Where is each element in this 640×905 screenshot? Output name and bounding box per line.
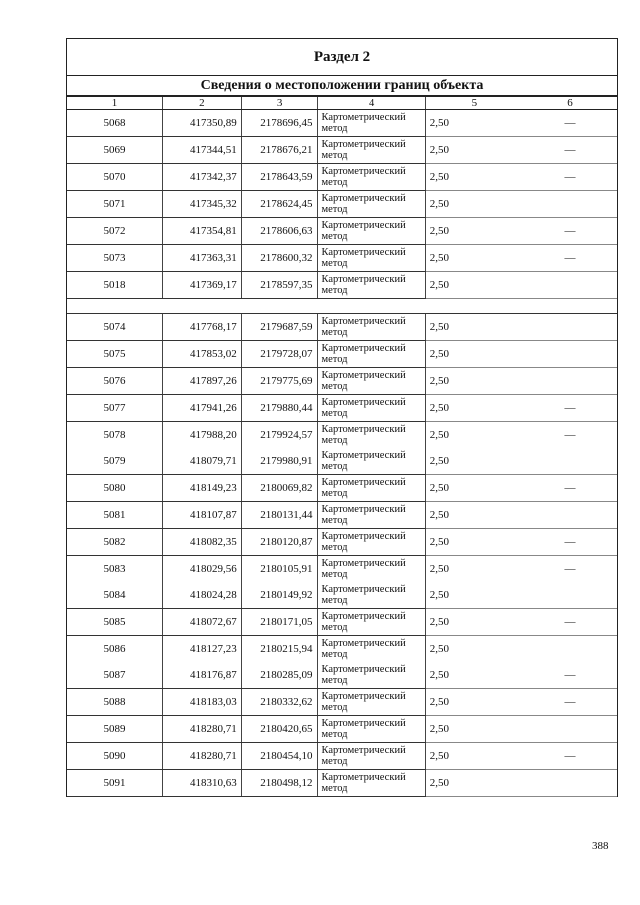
method-line1: Картометрический — [321, 504, 406, 515]
coordinate-x-cell: 418127,23 — [163, 636, 242, 663]
coordinate-x-cell: 417350,89 — [163, 110, 242, 137]
note-cell: — — [523, 475, 617, 502]
note-cell: — — [523, 395, 617, 422]
accuracy-cell: 2,50 — [425, 314, 523, 341]
gap-cell — [67, 299, 617, 314]
note-cell — [523, 582, 617, 609]
table-row — [67, 529, 617, 556]
method-line2: метод — [321, 569, 348, 580]
table-row — [67, 609, 617, 636]
method-line2: метод — [321, 702, 348, 713]
accuracy-cell: 2,50 — [425, 689, 523, 716]
point-number-cell: 5081 — [67, 502, 163, 529]
table-row — [67, 689, 617, 716]
accuracy-cell: 2,50 — [425, 448, 523, 475]
method-line2: метод — [321, 756, 348, 767]
method-line1: Картометрический — [321, 450, 406, 461]
coordinate-x-cell: 418183,03 — [163, 689, 242, 716]
coordinate-x-cell: 418310,63 — [163, 770, 242, 797]
column-header-4: 4 — [318, 97, 425, 110]
accuracy-cell: 2,50 — [425, 368, 523, 395]
coordinate-y-cell: 2179775,69 — [241, 368, 318, 395]
method-line1: Картометрический — [321, 424, 406, 435]
coordinate-x-cell: 418079,71 — [163, 448, 242, 475]
note-cell: — — [523, 164, 617, 191]
point-number-cell: 5073 — [67, 245, 163, 272]
note-cell: — — [523, 245, 617, 272]
method-cell — [318, 191, 425, 218]
note-cell: — — [523, 743, 617, 770]
coordinate-y-cell: 2178696,45 — [241, 110, 318, 137]
method-cell — [318, 556, 425, 583]
method-line1: Картометрический — [321, 611, 406, 622]
method-line1: Картометрический — [321, 220, 406, 231]
point-number-cell: 5077 — [67, 395, 163, 422]
coordinate-x-cell: 418280,71 — [163, 743, 242, 770]
coordinate-y-cell: 2180131,44 — [241, 502, 318, 529]
accuracy-cell: 2,50 — [429, 429, 450, 441]
coordinate-x-cell: 417345,32 — [163, 191, 242, 218]
method-cell — [318, 314, 425, 341]
method-cell — [318, 272, 425, 299]
method-line1: Картометрический — [321, 664, 406, 675]
note-cell — [523, 368, 617, 395]
section-title: Раздел 2 — [67, 39, 617, 76]
method-line2: метод — [321, 150, 348, 161]
coordinate-y-cell: 2180120,87 — [241, 529, 318, 556]
accuracy-cell: 2,50 — [425, 609, 523, 636]
method-cell — [318, 582, 425, 609]
column-header-1: 1 — [67, 97, 163, 110]
coordinate-x-cell: 417363,31 — [163, 245, 242, 272]
accuracy-cell: 2,50 — [425, 502, 523, 529]
accuracy-cell: 2,50 — [425, 137, 523, 164]
method-line2: метод — [321, 177, 348, 188]
method-cell — [318, 636, 425, 663]
accuracy-cell: 2,50 — [425, 110, 523, 137]
method-line2: метод — [321, 595, 348, 606]
accuracy-cell: 2,50 — [425, 218, 523, 245]
table-row — [67, 743, 617, 770]
accuracy-cell: 2,50 — [425, 582, 523, 609]
note-cell: — — [523, 110, 617, 137]
table-row — [67, 368, 617, 395]
note-cell: — — [523, 529, 617, 556]
coordinate-y-cell: 2179980,91 — [241, 448, 318, 475]
method-line1: Картометрический — [321, 558, 406, 569]
note-cell — [523, 502, 617, 529]
accuracy-cell: 2,50 — [425, 191, 523, 218]
table-row — [67, 110, 617, 137]
method-line1: Картометрический — [321, 397, 406, 408]
method-line1: Картометрический — [321, 316, 406, 327]
point-number-cell: 5078 — [67, 422, 163, 449]
coordinate-y-cell: 2180420,65 — [241, 716, 318, 743]
coordinate-y-cell: 2178606,63 — [241, 218, 318, 245]
column-header-2: 2 — [163, 97, 242, 110]
accuracy-cell: 2,50 — [425, 164, 523, 191]
method-line2: метод — [321, 354, 348, 365]
note-cell: — — [564, 429, 576, 441]
accuracy-cell: 2,50 — [425, 395, 523, 422]
coordinate-x-cell: 418024,28 — [163, 582, 242, 609]
method-line2: метод — [321, 542, 348, 553]
point-number-cell: 5075 — [67, 341, 163, 368]
method-line2: метод — [321, 123, 348, 134]
note-cell — [523, 716, 617, 743]
coordinate-y-cell: 2180105,91 — [241, 556, 318, 583]
point-number-cell: 5071 — [67, 191, 163, 218]
method-cell — [318, 245, 425, 272]
note-cell: — — [523, 137, 617, 164]
coordinate-x-cell: 417897,26 — [163, 368, 242, 395]
coordinate-y-cell: 2180171,05 — [241, 609, 318, 636]
coordinate-y-cell: 2178676,21 — [241, 137, 318, 164]
method-line2: метод — [321, 258, 348, 269]
note-cell — [523, 636, 617, 663]
method-line2: метод — [321, 408, 348, 419]
method-line1: Картометрический — [321, 638, 406, 649]
method-line1: Картометрический — [321, 718, 406, 729]
method-line2: метод — [321, 327, 348, 338]
accuracy-cell: 2,50 — [425, 770, 523, 797]
method-line1: Картометрический — [321, 247, 406, 258]
point-number-cell: 5089 — [67, 716, 163, 743]
method-line2: метод — [321, 435, 348, 446]
boundary-table — [67, 97, 617, 797]
point-number-cell: 5068 — [67, 110, 163, 137]
table-row — [67, 448, 617, 475]
accuracy-cell: 2,50 — [425, 662, 523, 689]
method-cell — [318, 368, 425, 395]
note-cell: — — [564, 563, 576, 575]
coordinate-x-cell: 417354,81 — [163, 218, 242, 245]
table-row — [67, 191, 617, 218]
table-gap-row — [67, 299, 617, 314]
accuracy-cell: 2,50 — [425, 529, 523, 556]
coordinate-x-cell: 417941,26 — [163, 395, 242, 422]
method-line2: метод — [321, 622, 348, 633]
point-number-cell: 5083 — [67, 556, 163, 583]
table-row — [67, 272, 617, 299]
coordinate-x-cell: 418280,71 — [163, 716, 242, 743]
table-row — [67, 475, 617, 502]
table-row — [67, 341, 617, 368]
page-number: 388 — [592, 840, 609, 852]
method-line1: Картометрический — [321, 745, 406, 756]
coordinate-x-cell: 418029,56 — [163, 556, 242, 583]
table-row — [67, 662, 617, 689]
method-line2: метод — [321, 461, 348, 472]
coordinate-y-cell: 2180149,92 — [241, 582, 318, 609]
method-cell — [318, 110, 425, 137]
coordinate-x-cell: 418149,23 — [163, 475, 242, 502]
coordinate-x-cell: 418072,67 — [163, 609, 242, 636]
accuracy-cell: 2,50 — [425, 272, 523, 299]
method-cell — [318, 475, 425, 502]
method-cell — [318, 662, 425, 689]
accuracy-cell: 2,50 — [429, 643, 450, 655]
note-cell — [523, 272, 617, 299]
coordinate-x-cell: 417369,17 — [163, 272, 242, 299]
coordinate-y-cell: 2179924,57 — [241, 422, 318, 449]
column-header-5: 5 — [425, 97, 523, 110]
coordinate-y-cell: 2180454,10 — [241, 743, 318, 770]
point-number-cell: 5018 — [67, 272, 163, 299]
method-cell — [318, 137, 425, 164]
method-line1: Картометрический — [321, 193, 406, 204]
coordinate-y-cell: 2179728,07 — [241, 341, 318, 368]
table-row — [67, 314, 617, 341]
coordinate-x-cell: 418176,87 — [163, 662, 242, 689]
method-line1: Картометрический — [321, 584, 406, 595]
method-cell — [318, 218, 425, 245]
coordinate-y-cell: 2179880,44 — [241, 395, 318, 422]
table-row — [67, 716, 617, 743]
coordinate-y-cell: 2178643,59 — [241, 164, 318, 191]
table-row — [67, 582, 617, 609]
method-line2: метод — [321, 649, 348, 660]
accuracy-cell: 2,50 — [425, 341, 523, 368]
method-line2: метод — [321, 231, 348, 242]
point-number-cell: 5087 — [67, 662, 163, 689]
method-line2: метод — [321, 729, 348, 740]
note-cell — [523, 770, 617, 797]
note-cell — [523, 191, 617, 218]
table-row — [67, 137, 617, 164]
note-cell — [523, 448, 617, 475]
method-cell — [318, 770, 425, 797]
accuracy-cell: 2,50 — [425, 716, 523, 743]
coordinate-y-cell: 2180215,94 — [241, 636, 318, 663]
method-cell — [318, 395, 425, 422]
point-number-cell: 5090 — [67, 743, 163, 770]
table-row — [67, 395, 617, 422]
method-line2: метод — [321, 783, 348, 794]
table-row — [67, 502, 617, 529]
method-line1: Картометрический — [321, 343, 406, 354]
point-number-cell: 5091 — [67, 770, 163, 797]
subtitle: Сведения о местоположении границ объекта — [67, 76, 617, 97]
method-line1: Картометрический — [321, 477, 406, 488]
coordinate-x-cell: 417768,17 — [163, 314, 242, 341]
method-line1: Картометрический — [321, 691, 406, 702]
coordinate-y-cell: 2178600,32 — [241, 245, 318, 272]
point-number-cell: 5086 — [67, 636, 163, 663]
method-cell — [318, 502, 425, 529]
method-line2: метод — [321, 675, 348, 686]
point-number-cell: 5080 — [67, 475, 163, 502]
method-cell — [318, 448, 425, 475]
table-row — [67, 164, 617, 191]
method-cell — [318, 341, 425, 368]
note-cell: — — [523, 662, 617, 689]
method-cell — [318, 716, 425, 743]
coordinate-y-cell: 2180332,62 — [241, 689, 318, 716]
method-cell — [318, 164, 425, 191]
accuracy-cell: 2,50 — [425, 245, 523, 272]
method-line2: метод — [321, 488, 348, 499]
coordinate-x-cell: 417342,37 — [163, 164, 242, 191]
point-number-cell: 5088 — [67, 689, 163, 716]
table-row — [67, 556, 617, 583]
method-line2: метод — [321, 204, 348, 215]
note-cell — [523, 314, 617, 341]
method-line1: Картометрический — [321, 112, 406, 123]
method-line1: Картометрический — [321, 274, 406, 285]
note-cell — [523, 341, 617, 368]
coordinate-y-cell: 2178597,35 — [241, 272, 318, 299]
coordinate-y-cell: 2180498,12 — [241, 770, 318, 797]
column-header-3: 3 — [241, 97, 318, 110]
coordinate-y-cell: 2178624,45 — [241, 191, 318, 218]
point-number-cell: 5076 — [67, 368, 163, 395]
table-row — [67, 245, 617, 272]
method-cell — [318, 529, 425, 556]
coordinate-y-cell: 2179687,59 — [241, 314, 318, 341]
point-number-cell: 5072 — [67, 218, 163, 245]
coordinate-y-cell: 2180069,82 — [241, 475, 318, 502]
method-line1: Картометрический — [321, 370, 406, 381]
method-line2: метод — [321, 515, 348, 526]
method-line1: Картометрический — [321, 139, 406, 150]
coordinate-x-cell: 418082,35 — [163, 529, 242, 556]
coordinate-x-cell: 418107,87 — [163, 502, 242, 529]
note-cell: — — [523, 609, 617, 636]
column-header-6: 6 — [523, 97, 617, 110]
accuracy-cell: 2,50 — [425, 743, 523, 770]
method-line2: метод — [321, 285, 348, 296]
table-row — [67, 770, 617, 797]
note-cell: — — [523, 218, 617, 245]
method-line1: Картометрический — [321, 166, 406, 177]
note-cell: — — [523, 689, 617, 716]
method-cell — [318, 689, 425, 716]
coordinate-x-cell: 417853,02 — [163, 341, 242, 368]
accuracy-cell: 2,50 — [425, 475, 523, 502]
point-number-cell: 5084 — [67, 582, 163, 609]
point-number-cell: 5070 — [67, 164, 163, 191]
table-body — [67, 110, 617, 797]
point-number-cell: 5074 — [67, 314, 163, 341]
point-number-cell: 5082 — [67, 529, 163, 556]
method-line2: метод — [321, 381, 348, 392]
document-sheet — [66, 38, 618, 797]
point-number-cell: 5079 — [67, 448, 163, 475]
method-cell — [318, 422, 425, 449]
method-cell — [318, 743, 425, 770]
header-row — [67, 97, 617, 110]
point-number-cell: 5085 — [67, 609, 163, 636]
coordinate-x-cell: 417344,51 — [163, 137, 242, 164]
table-row — [67, 636, 617, 663]
coordinate-x-cell: 417988,20 — [163, 422, 242, 449]
method-line1: Картометрический — [321, 772, 406, 783]
table-row — [67, 218, 617, 245]
table-row — [67, 422, 617, 449]
point-number-cell: 5069 — [67, 137, 163, 164]
method-cell — [318, 609, 425, 636]
accuracy-cell: 2,50 — [429, 563, 450, 575]
method-line1: Картометрический — [321, 531, 406, 542]
coordinate-y-cell: 2180285,09 — [241, 662, 318, 689]
